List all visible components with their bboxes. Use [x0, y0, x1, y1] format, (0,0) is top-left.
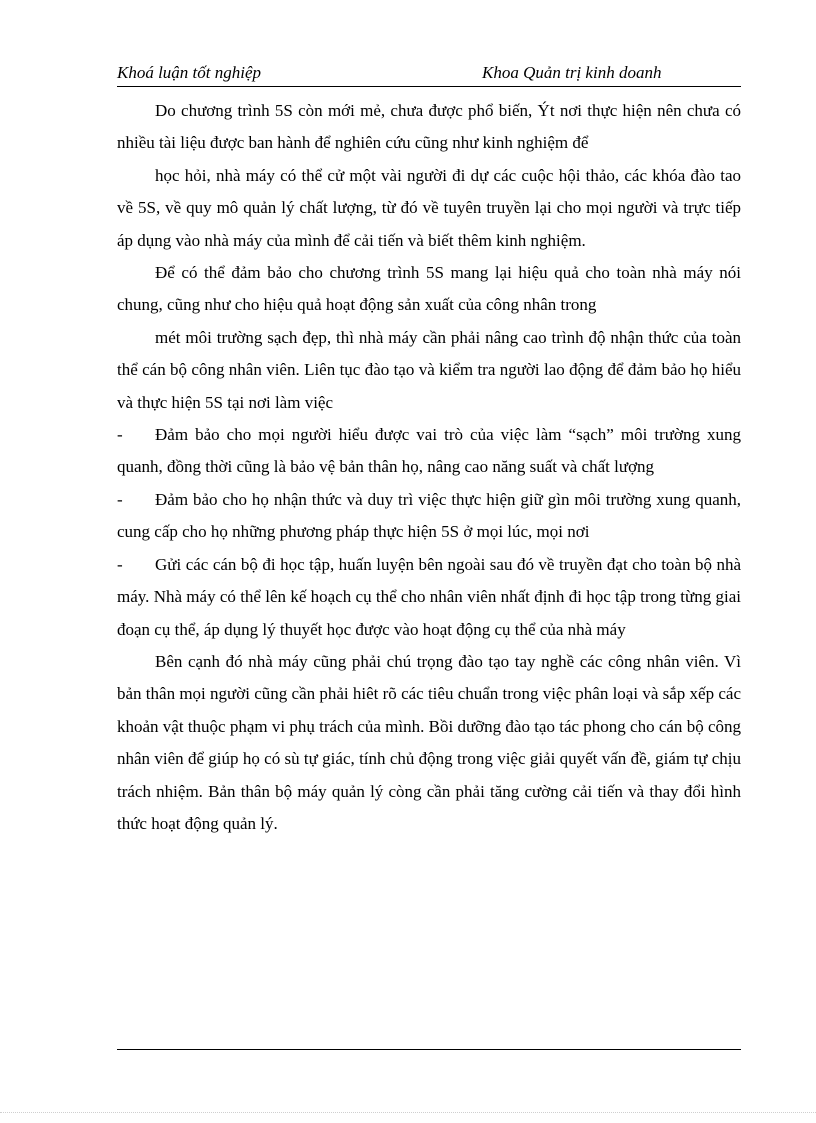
- header-faculty: Khoa Quản trị kinh doanh: [482, 63, 662, 82]
- paragraph-1: Do chương trình 5S còn mới mẻ, chưa được phổ biến, Ýt nơi thực hiện nên chưa có nhiều tài liệu được ban hành để nghiên cứu cũng như kinh nghiệm để: [117, 101, 741, 153]
- document-body: [117, 95, 741, 840]
- header-thesis-title: Khoá luận tốt nghiệp: [117, 63, 262, 82]
- bullet-dash: -: [117, 554, 123, 574]
- bullet-dash: -: [117, 425, 123, 445]
- bullet-item-1: [117, 419, 741, 484]
- page-header: [117, 60, 741, 87]
- bullet-item-1-text: Đảm bảo cho mọi người hiểu được vai trò của việc làm “sạch” môi trường xung quanh, đồng thời cũng là bảo vệ bản thân họ, nâng cao năng suất và chất lượng: [117, 425, 741, 477]
- bullet-dash: -: [117, 489, 123, 509]
- bullet-item-3-text: Gửi các cán bộ đi học tập, huấn luyện bên ngoài sau đó về truyền đạt cho toàn bộ nhà máy. Nhà máy có thể lên kế hoạch cụ thể cho nhân viên nhất định đi học tập trong từng giai đoạn cụ thể, áp dụng lý thuyết học được vào hoạt động cụ thể của nhà máy: [117, 554, 741, 639]
- paragraph-2: học hỏi, nhà máy có thể cử một vài người đi dự các cuộc hội thảo, các khóa đào tao về 5S, về quy mô quản lý chất lượng, từ đó về tuyên truyền lại cho mọi người và trực tiếp áp dụng vào nhà máy của mình để cải tiến và biết thêm kinh nghiệm.: [117, 165, 741, 250]
- bullet-item-2-text: Đảm bảo cho họ nhận thức và duy trì việc thực hiện giữ gìn môi trường xung quanh, cung cấp cho họ những phương pháp thực hiện 5S ở mọi lúc, mọi nơi: [117, 489, 741, 542]
- paragraph-3: Để có thể đảm bảo cho chương trình 5S mang lại hiệu quả cho toàn nhà máy nói chung, cũng như cho hiệu quả hoạt động sản xuất của công nhân trong: [117, 263, 741, 315]
- bullet-item-2: [117, 484, 741, 549]
- bullet-item-3: [117, 549, 741, 646]
- footer-rule: [117, 1049, 741, 1050]
- paragraph-4: mét môi trường sạch đẹp, thì nhà máy cần phải nâng cao trình độ nhận thức của toàn thể cán bộ công nhân viên. Liên tục đào tạo và kiểm tra người lao động để đảm bảo họ hiểu và thực hiện 5S tại nơi làm việc: [117, 327, 741, 412]
- page-boundary: [0, 1112, 816, 1113]
- paragraph-5: Bên cạnh đó nhà máy cũng phải chú trọng đào tạo tay nghề các công nhân viên. Vì bản thân mọi người cũng cần phải hiêt rõ các tiêu chuẩn trong việc phân loại và sắp xếp các khoản vật thuộc phạm vi phụ trách của mình. Bồi dưỡng đào tạo tác phong cho cán bộ công nhân viên để giúp họ có sù tự giác, tính chủ động trong việc giải quyết vấn đề, giám tự chịu trách nhiệm. Bản thân bộ máy quản lý còng cần phải tăng cường cải tiến và thay đổi hình thức hoạt động quản lý.: [117, 651, 741, 833]
